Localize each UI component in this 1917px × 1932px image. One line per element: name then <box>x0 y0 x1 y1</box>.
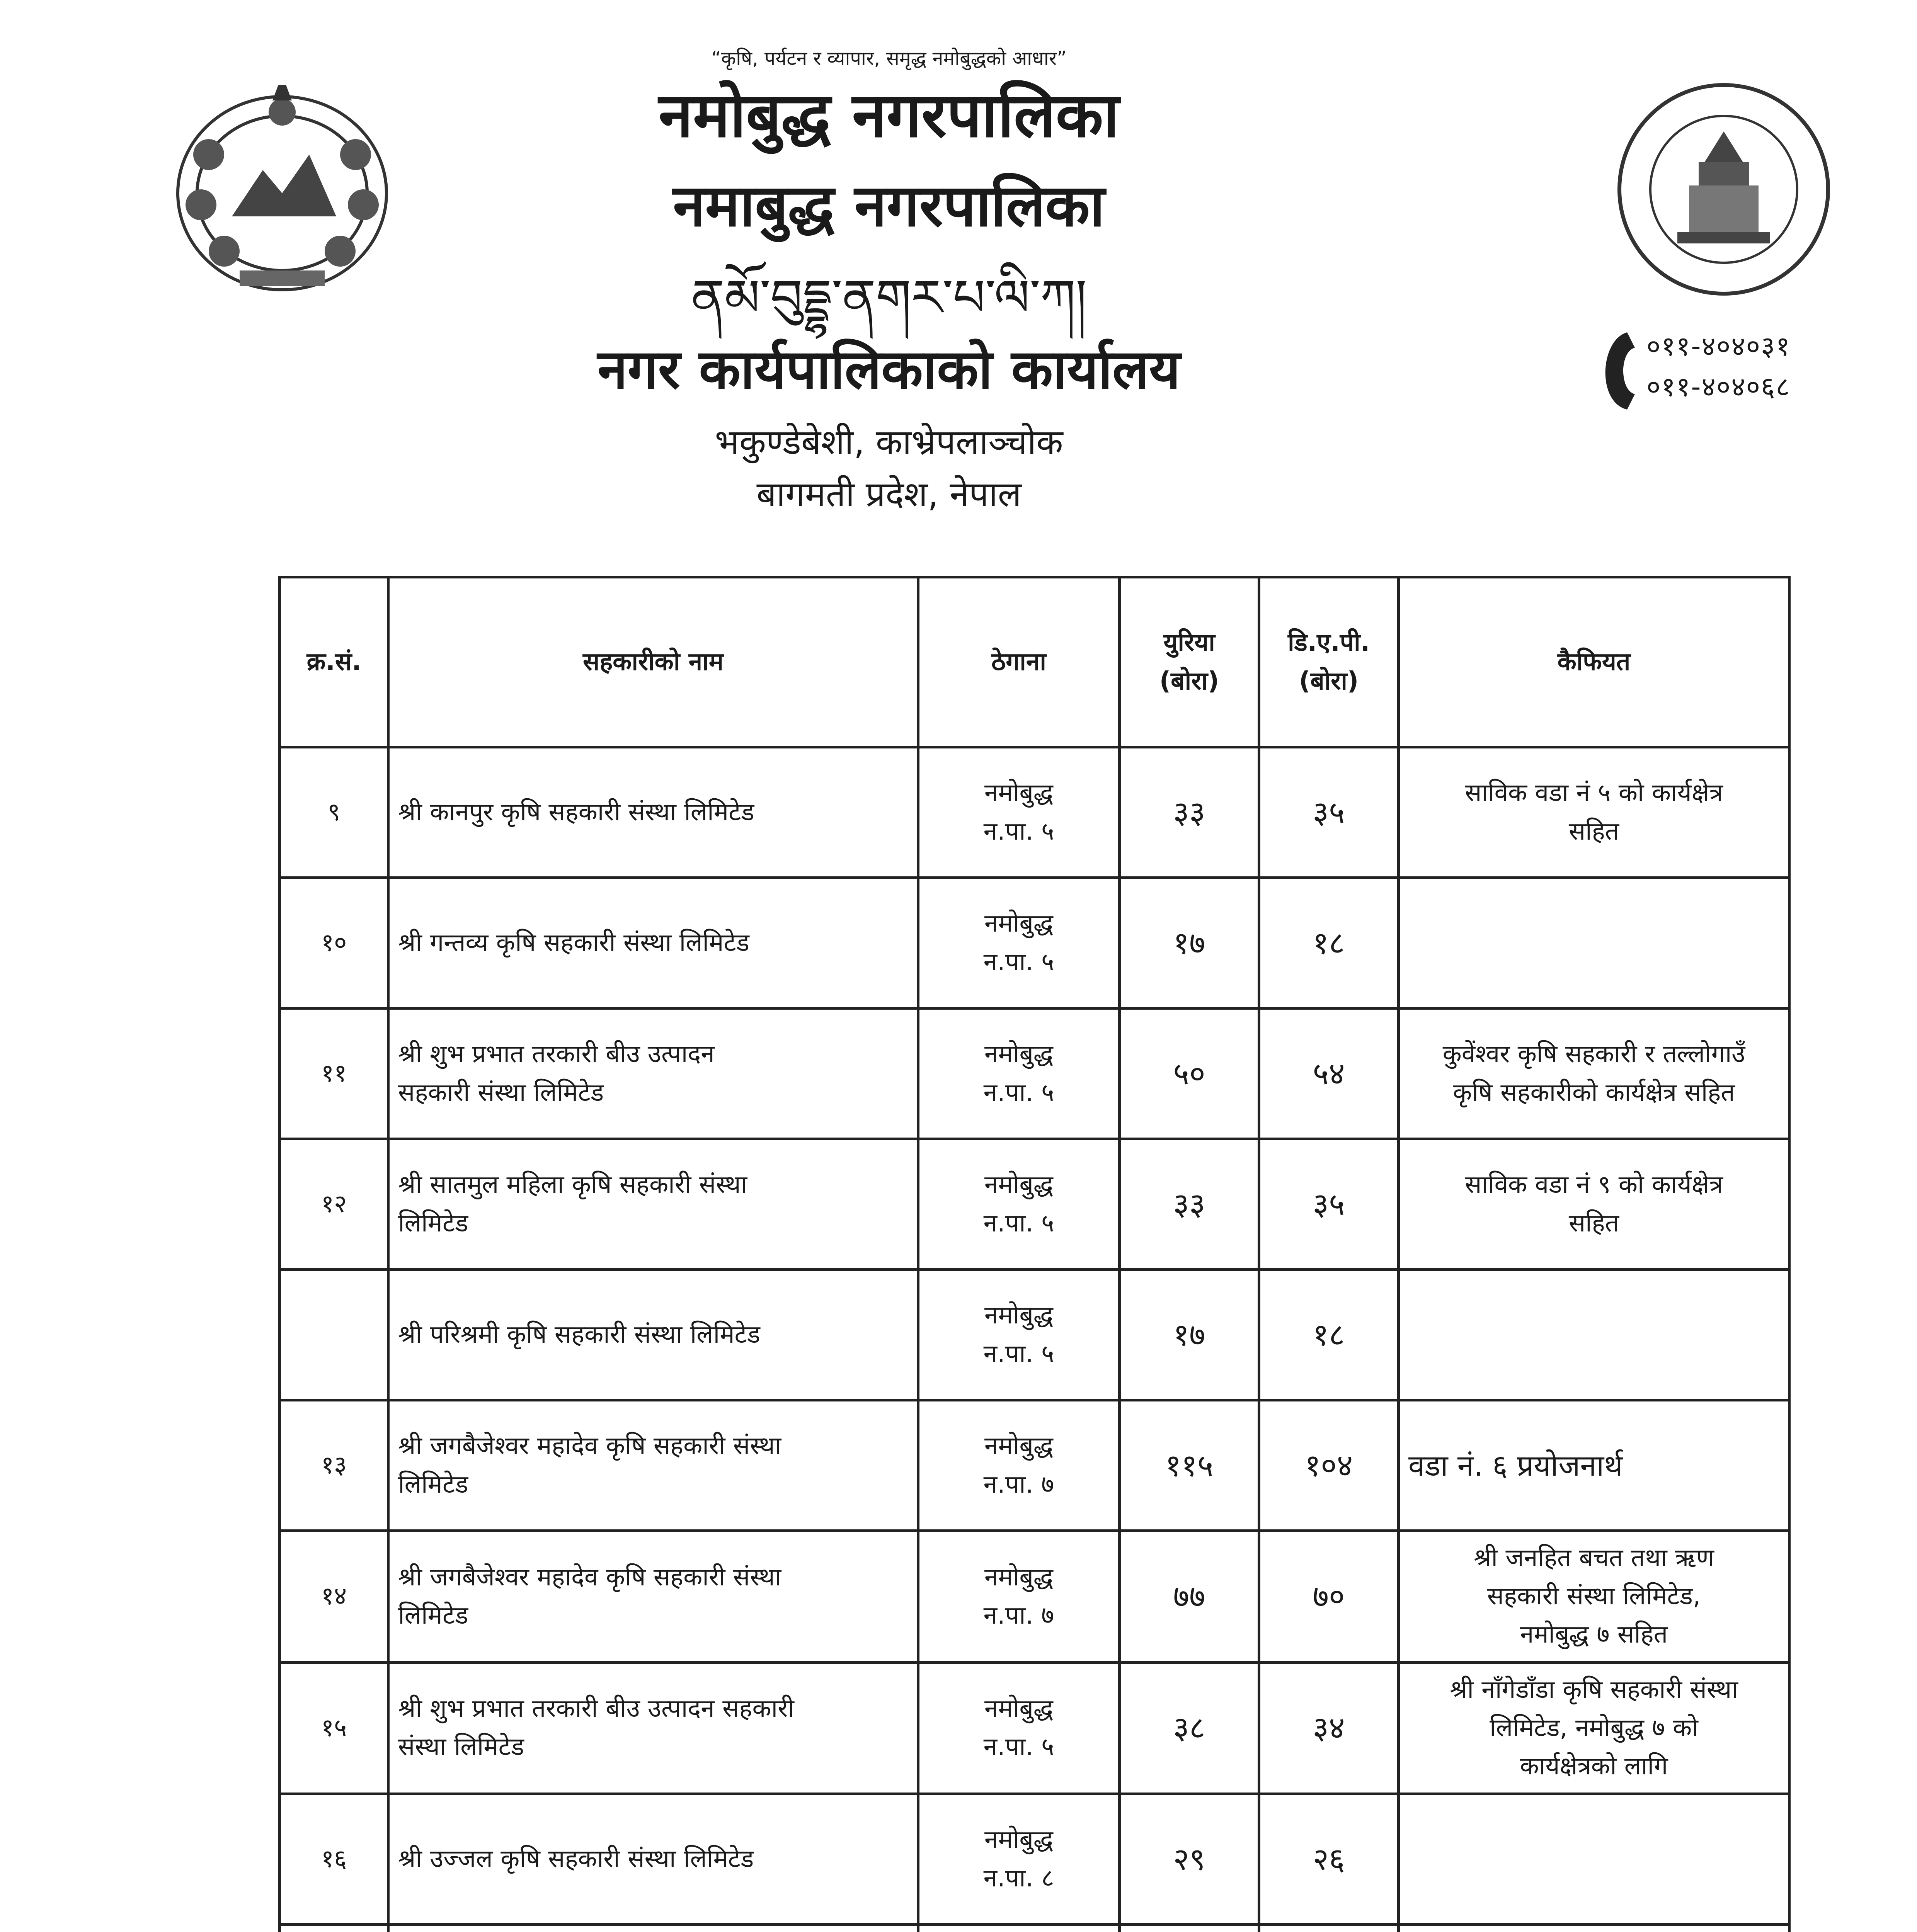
remarks-cell: साविक वडा नं ९ को कार्यक्षेत्र सहित <box>1399 1139 1789 1270</box>
address-cell: नमोबुद्ध न.पा. ८ <box>918 1794 1120 1925</box>
remarks-cell: श्री नाँगेडाँडा कृषि सहकारी संस्था लिमिटेड, नमोबुद्ध ७ को कार्यक्षेत्रको लागि <box>1399 1662 1789 1794</box>
dap-cell: ३५ <box>1259 747 1399 878</box>
name-cell: श्री उज्जल कृषि सहकारी संस्था लिमिटेड <box>388 1794 918 1925</box>
sn-cell: १३ <box>280 1400 388 1531</box>
office-title: नगर कार्यपालिकाको कार्यालय <box>597 338 1181 401</box>
phone-block <box>1592 321 1863 417</box>
urea-cell: ११५ <box>1120 1400 1259 1531</box>
urea-cell <box>1120 1925 1259 1932</box>
header-dap-unit: (बोरा) <box>1299 667 1359 696</box>
header-remarks: कैफियत <box>1399 577 1789 747</box>
table-row <box>280 878 1789 1009</box>
table-row <box>280 1794 1789 1925</box>
dap-cell <box>1259 1925 1399 1932</box>
dap-cell: ३४ <box>1259 1662 1399 1794</box>
remarks-cell: कुवेंश्वर कृषि सहकारी र तल्लोगाउँ कृषि सहकारीको कार्यक्षेत्र सहित <box>1399 1009 1789 1139</box>
table-row <box>280 747 1789 878</box>
name-cell: श्री जगबैजेश्वर महादेव कृषि सहकारी संस्था लिमिटेड <box>388 1400 918 1531</box>
table-row <box>280 1662 1789 1794</box>
name-cell <box>388 1925 918 1932</box>
header-urea-unit: (बोरा) <box>1159 667 1219 696</box>
table-row <box>280 1925 1789 1932</box>
name-cell: श्री जगबैजेश्वर महादेव कृषि सहकारी संस्था लिमिटेड <box>388 1531 918 1663</box>
name-cell: श्री गन्तव्य कृषि सहकारी संस्था लिमिटेड <box>388 878 918 1009</box>
header-sn: क्र.सं. <box>280 577 388 747</box>
header-urea <box>1120 577 1259 747</box>
address-line-1: भकुण्डेबेशी, काभ्रेपलाञ्चोक <box>715 422 1063 463</box>
header-address: ठेगाना <box>918 577 1120 747</box>
header-dap <box>1259 577 1399 747</box>
org-name-script3: ནམོ་བུདྡྷ་ནགར་པ་ལི་ཀ། <box>691 269 1087 327</box>
sn-cell: ९ <box>280 747 388 878</box>
address-line-2: बागमती प्रदेश, नेपाल <box>756 474 1021 515</box>
address-cell: नमोबुद्ध न.पा. ५ <box>918 1009 1120 1139</box>
org-name-script2: नमाबुद्ध नगरपालिका <box>673 172 1105 240</box>
urea-cell: ३३ <box>1120 747 1259 878</box>
table-row <box>280 1400 1789 1531</box>
urea-cell: ५० <box>1120 1009 1259 1139</box>
remarks-cell <box>1399 1925 1789 1932</box>
remarks-cell <box>1399 1270 1789 1400</box>
sn-cell: १० <box>280 878 388 1009</box>
name-cell: श्री शुभ प्रभात तरकारी बीउ उत्पादन सहकारी संस्था लिमिटेड <box>388 1662 918 1794</box>
header-urea-label: युरिया <box>1163 628 1215 657</box>
sn-cell: ११ <box>280 1009 388 1139</box>
table-header-row <box>280 577 1789 747</box>
nepal-emblem-icon <box>162 77 402 301</box>
sn-cell: १६ <box>280 1794 388 1925</box>
dap-cell: १८ <box>1259 878 1399 1009</box>
phone-icon <box>1592 328 1643 413</box>
name-cell: श्री शुभ प्रभात तरकारी बीउ उत्पादन सहकारी संस्था लिमिटेड <box>388 1009 918 1139</box>
urea-cell: १७ <box>1120 1270 1259 1400</box>
header-dap-label: डि.ए.पी. <box>1287 628 1370 657</box>
address-cell: नमोबुद्ध न.पा. ५ <box>918 1270 1120 1400</box>
table-row <box>280 1139 1789 1270</box>
table-row <box>280 1009 1789 1139</box>
cooperative-table <box>278 576 1791 1932</box>
address-cell: नमोबुद्ध न.पा. ५ <box>918 1139 1120 1270</box>
address-cell: नमोबुद्ध न.पा. ५ <box>918 747 1120 878</box>
urea-cell: ३८ <box>1120 1662 1259 1794</box>
remarks-cell <box>1399 1794 1789 1925</box>
address-cell: नमोबुद्ध न.पा. ७ <box>918 1400 1120 1531</box>
urea-cell: १७ <box>1120 878 1259 1009</box>
org-name: नमोबुद्ध नगरपालिका <box>659 79 1119 151</box>
table-row <box>280 1531 1789 1663</box>
dap-cell: २६ <box>1259 1794 1399 1925</box>
phone-number: ०११-४०४०३१ <box>1646 330 1791 362</box>
dap-cell: ५४ <box>1259 1009 1399 1139</box>
remarks-cell <box>1399 878 1789 1009</box>
table-row <box>280 1270 1789 1400</box>
sn-cell <box>280 1270 388 1400</box>
sn-cell: १४ <box>280 1531 388 1663</box>
dap-cell: ३५ <box>1259 1139 1399 1270</box>
dap-cell: १०४ <box>1259 1400 1399 1531</box>
sn-cell <box>280 1925 388 1932</box>
name-cell: श्री सातमुल महिला कृषि सहकारी संस्था लिमिटेड <box>388 1139 918 1270</box>
header-name: सहकारीको नाम <box>388 577 918 747</box>
sn-cell: १५ <box>280 1662 388 1794</box>
sn-cell: १२ <box>280 1139 388 1270</box>
address-cell: नमोबुद्ध न.पा. ५ <box>918 878 1120 1009</box>
address-cell: नमोबुद्ध न.पा. ७ <box>918 1531 1120 1663</box>
address-cell: नमोबुद्ध न.पा. ५ <box>918 1662 1120 1794</box>
name-cell: श्री परिश्रमी कृषि सहकारी संस्था लिमिटेड <box>388 1270 918 1400</box>
slogan: “कृषि, पर्यटन र व्यापार, समृद्ध नमोबुद्धको आधार” <box>711 47 1067 70</box>
phone-number: ०११-४०४०६८ <box>1646 371 1791 403</box>
municipality-seal-icon <box>1612 77 1836 301</box>
address-cell <box>918 1925 1120 1932</box>
remarks-cell: वडा नं. ६ प्रयोजनार्थ <box>1399 1400 1789 1531</box>
dap-cell: १८ <box>1259 1270 1399 1400</box>
dap-cell: ७० <box>1259 1531 1399 1663</box>
remarks-cell: श्री जनहित बचत तथा ऋण सहकारी संस्था लिमिटेड, नमोबुद्ध ७ सहित <box>1399 1531 1789 1663</box>
remarks-cell: साविक वडा नं ५ को कार्यक्षेत्र सहित <box>1399 747 1789 878</box>
urea-cell: २९ <box>1120 1794 1259 1925</box>
urea-cell: ७७ <box>1120 1531 1259 1663</box>
name-cell: श्री कानपुर कृषि सहकारी संस्था लिमिटेड <box>388 747 918 878</box>
urea-cell: ३३ <box>1120 1139 1259 1270</box>
